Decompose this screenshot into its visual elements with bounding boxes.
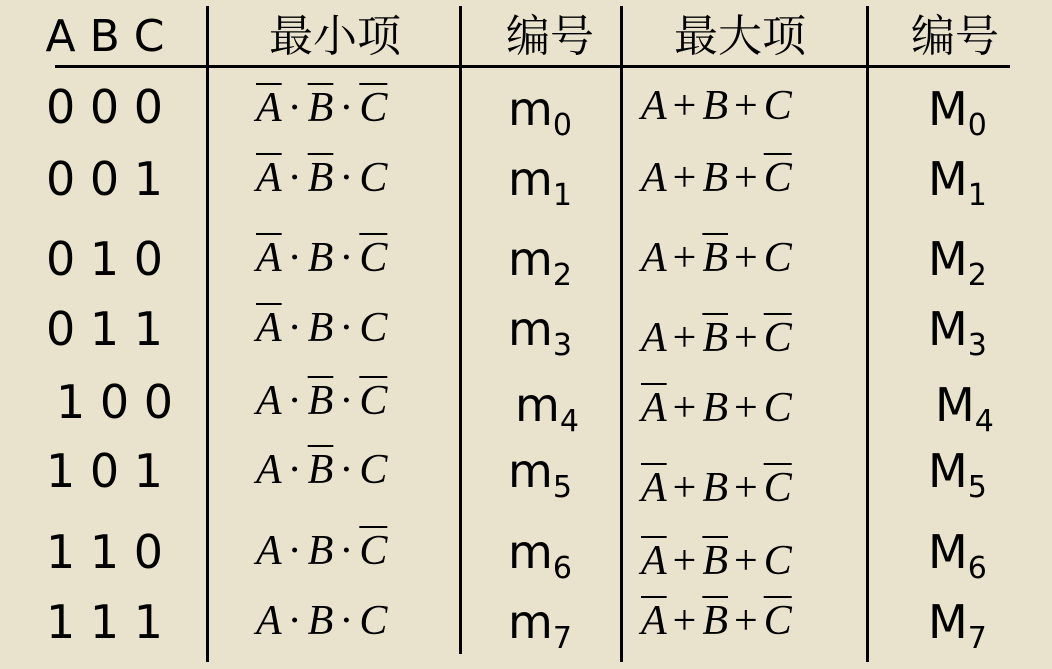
minterm-operator: · <box>287 598 302 644</box>
minterm-operator: · <box>287 378 302 424</box>
minterm-letter: m <box>508 444 553 498</box>
maxterm-index: 5 <box>967 470 987 505</box>
minterm-letter: m <box>508 232 553 286</box>
maxterm-operator: + <box>672 155 697 201</box>
minterm-code <box>515 378 579 449</box>
maxterm-operator: + <box>734 538 758 584</box>
minterm-variable-a: $\overline{A}$ <box>256 155 282 201</box>
minterm-variable-c: $\overline{C}$ <box>359 85 388 131</box>
minterm-code <box>508 152 572 223</box>
input-combination: 1 0 1 <box>46 444 164 498</box>
minterm-variable-b: $\overline{B}$ <box>307 155 334 201</box>
maxterm-expression <box>641 462 792 514</box>
minterm-expression <box>256 444 387 496</box>
minterm-variable-a: A <box>256 528 282 574</box>
header-maxterm: 最大项 <box>674 11 806 62</box>
maxterm-variable-c: C <box>763 235 792 281</box>
minterm-variable-b: B <box>307 235 334 281</box>
maxterm-variable-b: B <box>702 385 728 431</box>
minterm-letter: m <box>508 152 553 206</box>
maxterm-expression <box>641 535 792 587</box>
minterm-variable-b: $\overline{B}$ <box>307 378 334 424</box>
maxterm-variable-a: A <box>641 83 667 129</box>
maxterm-variable-a: $\overline{A}$ <box>641 598 667 644</box>
maxterm-operator: + <box>734 83 758 129</box>
minterm-expression <box>256 302 387 354</box>
maxterm-code <box>928 595 987 666</box>
column-divider-3 <box>620 6 623 662</box>
minterm-variable-b: B <box>307 305 334 351</box>
maxterm-variable-b: $\overline{B}$ <box>702 598 728 644</box>
minterm-letter: m <box>515 378 560 432</box>
maxterm-code <box>928 525 987 596</box>
maxterm-variable-c: $\overline{C}$ <box>763 155 792 201</box>
minterm-operator: · <box>287 155 302 201</box>
minterm-variable-c: $\overline{C}$ <box>359 378 388 424</box>
minterm-index: 6 <box>552 551 572 586</box>
maxterm-operator: + <box>734 315 758 361</box>
minterm-code <box>508 525 572 596</box>
minterm-operator: · <box>287 235 302 281</box>
minterm-operator: · <box>287 447 302 493</box>
maxterm-operator: + <box>672 235 697 281</box>
minterm-variable-c: C <box>359 155 388 201</box>
minterm-expression <box>256 375 387 427</box>
maxterm-index: 4 <box>974 404 994 439</box>
minterm-variable-b: $\overline{B}$ <box>307 85 334 131</box>
minterm-letter: m <box>508 595 553 649</box>
maxterm-index: 0 <box>967 108 987 143</box>
minterm-letter: m <box>508 302 553 356</box>
minterm-variable-c: $\overline{C}$ <box>359 235 388 281</box>
maxterm-index: 3 <box>967 328 987 363</box>
minterm-operator: · <box>339 528 354 574</box>
maxterm-variable-a: $\overline{A}$ <box>641 385 667 431</box>
maxterm-operator: + <box>672 538 697 584</box>
maxterm-variable-b: $\overline{B}$ <box>702 235 728 281</box>
minterm-operator: · <box>339 598 354 644</box>
input-combination: 0 1 1 <box>46 302 164 356</box>
maxterm-letter: M <box>928 525 968 579</box>
maxterm-operator: + <box>672 385 697 431</box>
minterm-index: 4 <box>559 404 579 439</box>
minterm-variable-c: $\overline{C}$ <box>359 528 388 574</box>
minterm-index: 0 <box>552 108 572 143</box>
header-minterm: 最小项 <box>269 11 401 62</box>
minterm-variable-a: $\overline{A}$ <box>256 235 282 281</box>
maxterm-code <box>935 378 994 449</box>
maxterm-operator: + <box>734 465 758 511</box>
column-divider-2 <box>459 6 462 654</box>
minterm-expression <box>256 232 387 284</box>
maxterm-index: 2 <box>967 258 987 293</box>
minterm-variable-a: $\overline{A}$ <box>256 85 282 131</box>
input-combination: 0 1 0 <box>46 232 164 286</box>
maxterm-letter: M <box>928 595 968 649</box>
minterm-operator: · <box>339 447 354 493</box>
maxterm-variable-b: B <box>702 465 728 511</box>
minterm-letter: m <box>508 525 553 579</box>
maxterm-variable-a: A <box>641 315 667 361</box>
maxterm-operator: + <box>672 465 697 511</box>
maxterm-operator: + <box>672 83 697 129</box>
maxterm-index: 6 <box>967 551 987 586</box>
minterm-expression <box>256 152 387 204</box>
maxterm-variable-c: $\overline{C}$ <box>763 598 792 644</box>
input-combination: 0 0 0 <box>46 80 164 134</box>
maxterm-code <box>928 82 987 153</box>
minterm-expression <box>256 82 387 134</box>
minterm-code <box>508 444 572 515</box>
column-divider-4 <box>866 6 869 662</box>
minterm-variable-a: A <box>256 598 282 644</box>
minterm-expression <box>256 595 387 647</box>
maxterm-expression <box>641 382 792 434</box>
minterm-code <box>508 82 572 153</box>
maxterm-code <box>928 444 987 515</box>
minterm-operator: · <box>339 155 354 201</box>
minterm-variable-c: C <box>359 598 388 644</box>
maxterm-variable-a: A <box>641 235 667 281</box>
maxterm-expression <box>641 152 792 204</box>
maxterm-operator: + <box>734 598 758 644</box>
maxterm-letter: M <box>928 302 968 356</box>
minterm-expression <box>256 525 387 577</box>
minterm-operator: · <box>339 85 354 131</box>
minterm-index: 5 <box>552 470 572 505</box>
maxterm-variable-b: B <box>702 83 728 129</box>
minterm-index: 3 <box>552 328 572 363</box>
header-m-code: 编号 <box>506 11 594 62</box>
minterm-operator: · <box>287 305 302 351</box>
input-combination: 1 1 1 <box>46 595 164 649</box>
minterm-variable-b: B <box>307 528 334 574</box>
minterm-operator: · <box>287 85 302 131</box>
minterm-variable-b: B <box>307 598 334 644</box>
maxterm-operator: + <box>734 235 758 281</box>
minterm-operator: · <box>287 528 302 574</box>
minterm-operator: · <box>339 305 354 351</box>
maxterm-code <box>928 302 987 373</box>
maxterm-operator: + <box>734 155 758 201</box>
maxterm-letter: M <box>928 444 968 498</box>
maxterm-operator: + <box>672 598 697 644</box>
minterm-variable-a: $\overline{A}$ <box>256 305 282 351</box>
minterm-index: 1 <box>552 178 572 213</box>
minterm-variable-b: $\overline{B}$ <box>307 447 334 493</box>
input-combination: 0 0 1 <box>46 152 164 206</box>
minterm-variable-c: C <box>359 447 388 493</box>
minterm-code <box>508 232 572 303</box>
maxterm-code <box>928 232 987 303</box>
maxterm-index: 7 <box>967 621 987 656</box>
minterm-index: 7 <box>552 621 572 656</box>
maxterm-variable-c: $\overline{C}$ <box>763 465 792 511</box>
minterm-variable-a: A <box>256 447 282 493</box>
maxterm-variable-a: $\overline{A}$ <box>641 465 667 511</box>
minterm-code <box>508 302 572 373</box>
maxterm-letter: M <box>928 82 968 136</box>
maxterm-expression <box>641 80 792 132</box>
maxterm-index: 1 <box>967 178 987 213</box>
minterm-index: 2 <box>552 258 572 293</box>
maxterm-variable-b: $\overline{B}$ <box>702 538 728 584</box>
maxterm-expression <box>641 312 792 364</box>
minterm-variable-a: A <box>256 378 282 424</box>
minterm-code <box>508 595 572 666</box>
maxterm-letter: M <box>935 378 975 432</box>
maxterm-variable-a: A <box>641 155 667 201</box>
maxterm-variable-c: C <box>763 83 792 129</box>
maxterm-variable-c: C <box>763 385 792 431</box>
minterm-operator: · <box>339 235 354 281</box>
maxterm-variable-c: C <box>763 538 792 584</box>
minterm-operator: · <box>339 378 354 424</box>
minterm-variable-c: C <box>359 305 388 351</box>
header-M-code: 编号 <box>911 11 999 62</box>
maxterm-expression <box>641 232 792 284</box>
column-divider-1 <box>206 6 209 662</box>
input-combination: 1 1 0 <box>46 525 164 579</box>
maxterm-operator: + <box>672 315 697 361</box>
maxterm-operator: + <box>734 385 758 431</box>
maxterm-variable-b: $\overline{B}$ <box>702 315 728 361</box>
maxterm-expression <box>641 595 792 647</box>
maxterm-code <box>928 152 987 223</box>
maxterm-variable-b: B <box>702 155 728 201</box>
header-abc: A B C <box>45 11 165 62</box>
input-combination: 1 0 0 <box>56 375 174 429</box>
maxterm-letter: M <box>928 232 968 286</box>
maxterm-variable-a: $\overline{A}$ <box>641 538 667 584</box>
minterm-letter: m <box>508 82 553 136</box>
maxterm-letter: M <box>928 152 968 206</box>
maxterm-variable-c: $\overline{C}$ <box>763 315 792 361</box>
